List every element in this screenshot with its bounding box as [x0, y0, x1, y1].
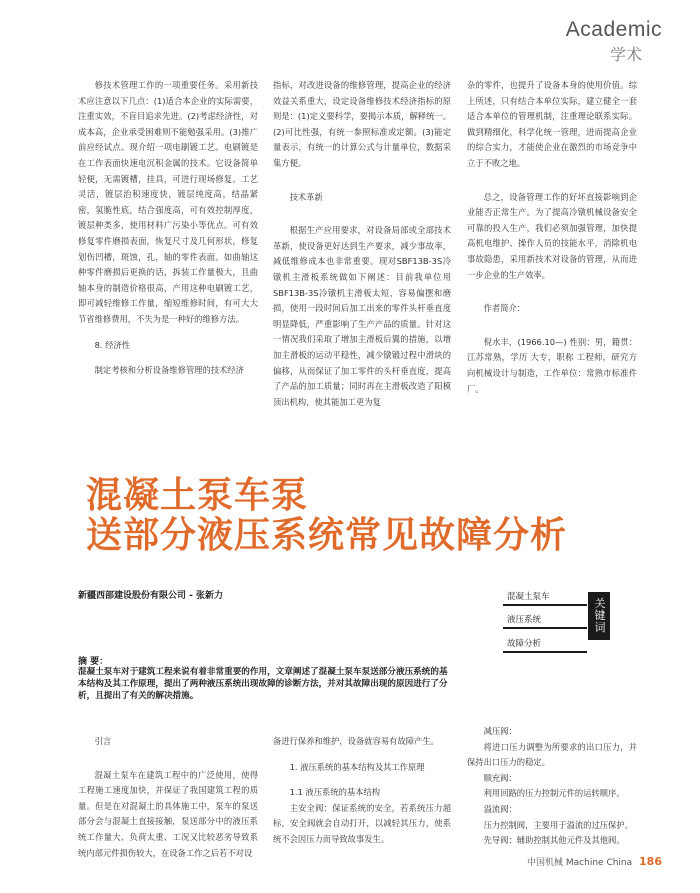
- section-heading: 引言: [94, 736, 112, 746]
- paragraph: 修技术管理工作的一项重要任务。采用新技术应注意以下几点：(1)适合本企业的实际需要，注重实效，不盲目追求先进。(2)考虑经济性，对成本高，企业承受困难则不能勉强采用。(3)推广前应经试点。现介绍一项电刷镀工艺。电刷镀是在工作表面快速电沉积金属的技术。它设备简单轻便，无需镀槽，挂具，可进行现场修复。工艺灵活，镀层治积速度快，镀层纯度高，结晶紧密，氢脆性底，结合强度高，可有效控制厚度，镀层种类多，使用材料广污染小等优点。可有效修复零件磨损表面，恢复尺寸及几何形状，修复划伤凹槽，斑蚀，孔，轴的零件表面。如曲轴这种零件磨损后更换的话，拆装工作量极大，且曲轴本身的制造价格很高，产用这种电刷镀工艺，即可减轻维修工作量，缩短维修时间，有可大大节省维修费用，不失为是一种好的维修方法。: [78, 80, 258, 324]
- keyword-3: 故障分析: [503, 638, 587, 653]
- abstract-label: 摘 要：: [78, 657, 109, 667]
- paragraph: 混凝土泵车在建筑工程中的广泛使用，使得工程施工速度加快，并保证了我国建筑工程的质量。但是在对混凝土的具体施工中，泵车的泵送部分会与混凝土直接接触，泵送部分中的液压系统工作量大、负荷太重、工况又比较恶劣导致系统内部元件损伤较大，在设备工作之后若不对设: [78, 769, 258, 858]
- paragraph: 根据生产应用要求，对设备局部或全部技术革新，使设备更好达到生产要求，减少事故率，减低维修成本也非常重要。现对SBF13B-3S冷镦机主滑板系统做如下阐述：目前我单位用SBF13B-3S冷镦机主滑板太短，容易偏摆和磨损，使用一段时间后加工出来的零件头杆垂直度明显降低，严重影响了生产产品的质量。针对这一情况我们采取了增加主滑板后翼的措施，以增加主滑板的运动平稳性，减少镦锻过程中滑块的偏移，从而保证了加工零件的头杆垂直度，提高了产品的加工质量；同时再在主滑板改造了阳模顶出机构，使其能加工更为复: [273, 225, 451, 407]
- top-column-3: [467, 78, 637, 397]
- bottom-column-1: [78, 734, 258, 861]
- paragraph: 制定考核和分析设备维修管理的技术经济: [94, 365, 244, 376]
- header-academic-cn: 学术: [609, 45, 642, 64]
- journal-name-en: Machine China: [565, 858, 633, 868]
- paragraph: 先导阀：辅助控制其他元件及其他阀。: [483, 835, 625, 846]
- page-footer: [527, 855, 662, 868]
- subsection-heading: 1.1 液压系统的基本结构: [289, 787, 381, 798]
- paragraph: 指标，对改进设备的维修管理，提高企业的经济效益关系重大，设定设备维修技术经济指标的原则是：(1)定义要科学，要揭示本质，解释统一。(2)可比性强，有统一参照标准或定额。(3)能定量表示，有统一的计算公式与计量单位，数据采集方便。: [273, 80, 451, 168]
- bottom-column-2: [273, 734, 451, 848]
- section-heading: 1. 液压系统的基本结构及其工作原理: [289, 761, 425, 772]
- section-heading: 作者简介：: [483, 303, 526, 314]
- page-number: 186: [639, 855, 662, 868]
- top-column-1: [78, 78, 258, 379]
- author-line: 新疆西部建设股份有限公司 - 张新力: [78, 591, 224, 601]
- paragraph: 将进口压力调整为所要求的出口压力，并保持出口压力的稳定。: [467, 741, 637, 768]
- paragraph: 主安全阀：保证系统的安全，若系统压力超标，安全阀就会自动打开，以减轻其压力，使系统不会因压力而导致故事发生。: [273, 802, 451, 844]
- paragraph: 备进行保养和维护，设备就容易有故障产生。: [273, 736, 439, 746]
- article-title-line-1: 混凝土泵车泵: [86, 475, 309, 516]
- author-bio: 倪水丰，(1966.10—) 性别：男，籍贯：江苏常熟，学历 大专，职称 工程师，研究方向机械设计与制造，工作单位：常熟市标准件厂。: [467, 336, 637, 394]
- keywords-label: 关键词: [594, 597, 606, 634]
- article-title-line-2: 送部分液压系统常见故障分析: [86, 515, 568, 556]
- section-heading: 8. 经济性: [94, 339, 131, 350]
- section-heading: 技术革新: [289, 191, 323, 202]
- abstract-text: 混凝土泵车对于建筑工程来说有着非常重要的作用，文章阐述了混凝土泵车泵送部分液压系统的基本结构及其工作原理，提出了两种液压系统出现故障的诊断方法，并对其故障出现的原因进行了分析，且提出了有关的解决措施。: [78, 667, 448, 701]
- header-academic: Academic: [565, 18, 662, 41]
- article-title: [86, 476, 567, 556]
- journal-name: 中国机械: [527, 858, 564, 868]
- paragraph: 杂的零件，也提升了设备本身的使用价值。综上所述，只有结合本单位实际，建立健全一套适合本单位的管理机制，注重理论联系实际。做到精细化，科学化统一管理，进而提高企业的综合实力，才能使企业在激烈的市场竞争中立于不败之地。: [467, 80, 637, 168]
- term-heading: 顺充阀：: [483, 772, 517, 783]
- keyword-1: 混凝土泵车: [503, 591, 587, 606]
- term-heading: 溢流阀：: [483, 803, 517, 814]
- paragraph: 压力控制阀，主要用于溢流的过压保护。: [483, 819, 633, 830]
- keyword-2: 液压系统: [503, 614, 587, 629]
- bottom-column-3: [467, 724, 637, 849]
- paragraph: 利用回路的压力控制元件的运转顺序。: [483, 788, 625, 799]
- paragraph: 总之，设备管理工作的好坏直接影响到企业能否正常生产。为了提高冷镦机械设备安全可靠的投入生产，我们必须加强管理，加快提高机电维护、操作人员的技能水平，消除机电事故隐患，采用新技术对设备的管理，从而进一步企业的生产效率。: [467, 191, 637, 280]
- term-heading: 减压阀：: [483, 726, 517, 736]
- top-column-2: [273, 78, 451, 410]
